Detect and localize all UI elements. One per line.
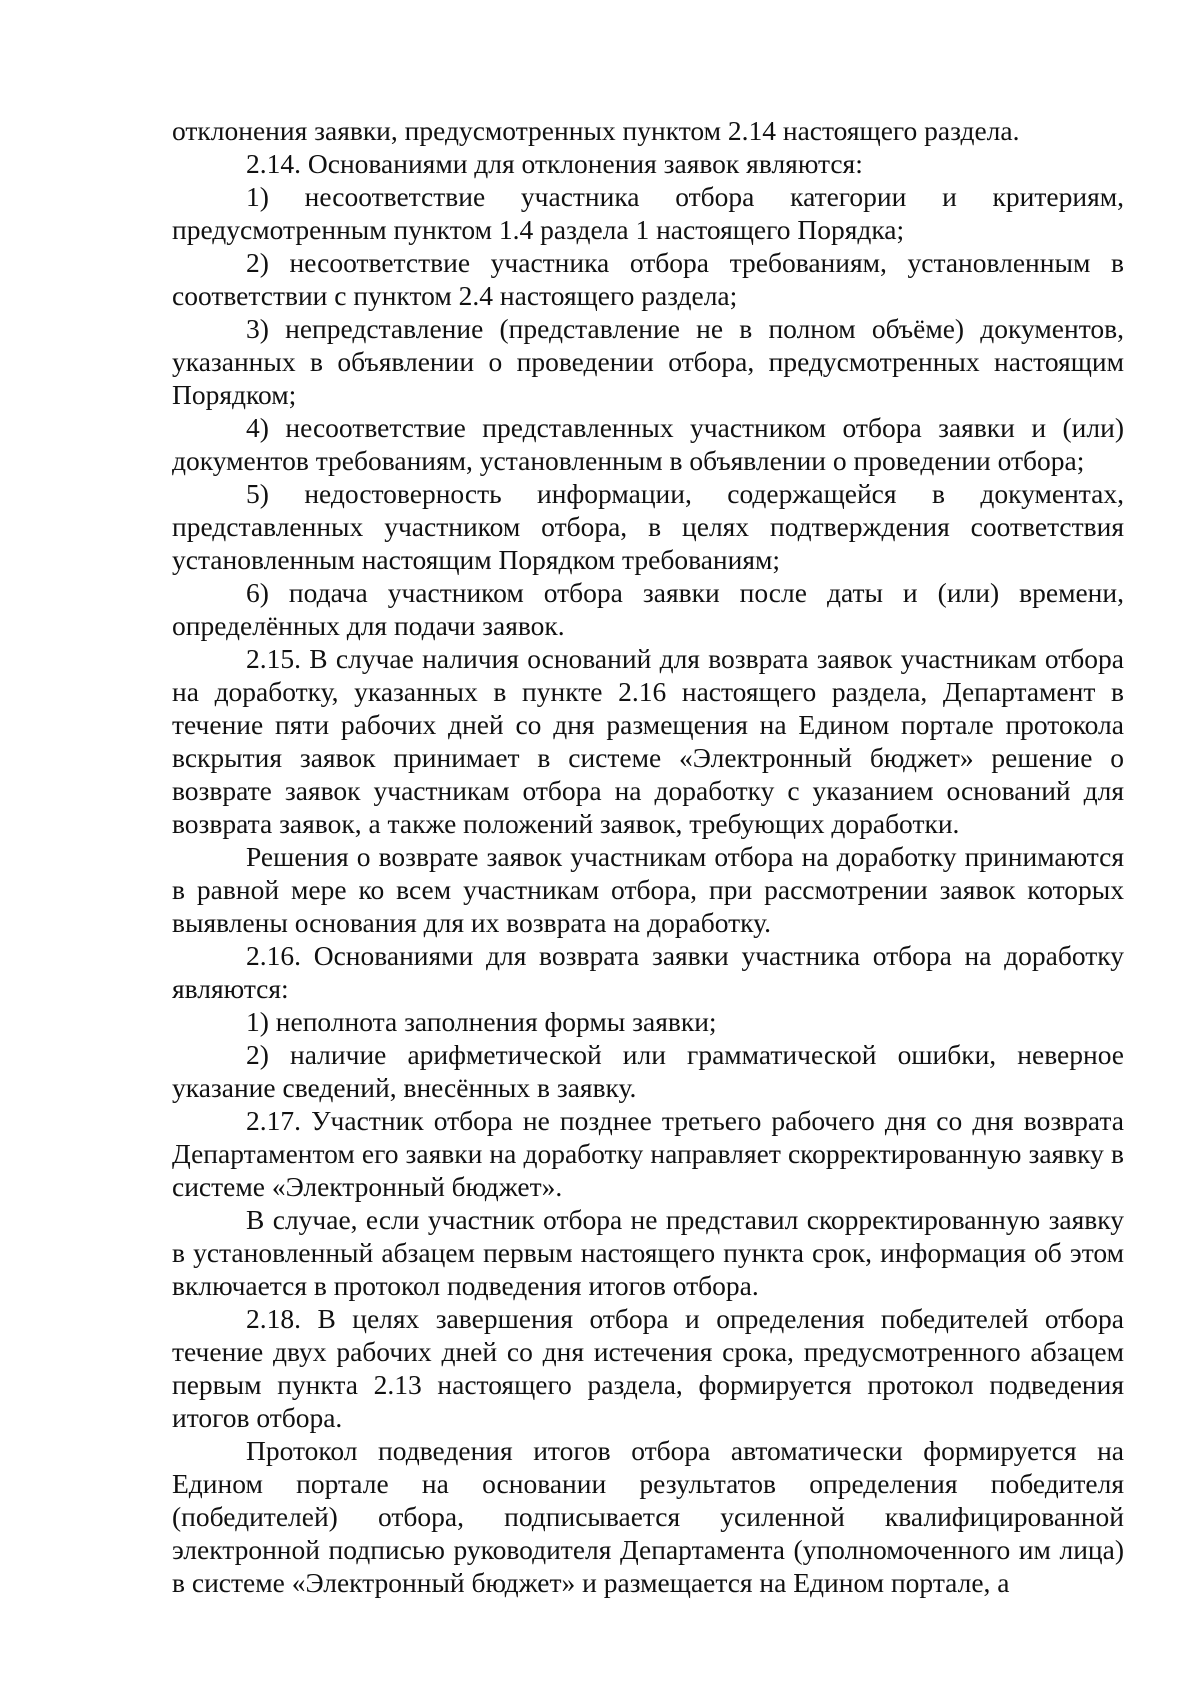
paragraph-2-17-case: В случае, если участник отбора не представил скорректированную заявку в установленный абзацем первым настоящего пункта срок, информация об этом включается в протокол подведения итогов отбора. — [172, 1204, 1124, 1301]
paragraph-continuation: отклонения заявки, предусмотренных пунктом 2.14 настоящего раздела. — [172, 115, 1020, 146]
paragraph-2-16-item-1: 1) неполнота заполнения формы заявки; — [246, 1006, 717, 1037]
document-body — [172, 114, 1124, 1599]
paragraph-2-16-heading: 2.16. Основаниями для возврата заявки участника отбора на доработку являются: — [172, 940, 1124, 1004]
paragraph-2-14-item-3: 3) непредставление (представление не в полном объёме) документов, указанных в объявлении о проведении отбора, предусмотренных настоящим Порядком; — [172, 313, 1124, 410]
paragraph-2-16-item-2: 2) наличие арифметической или грамматической ошибки, неверное указание сведений, внесённых в заявку. — [172, 1039, 1124, 1103]
paragraph-2-14-heading: 2.14. Основаниями для отклонения заявок являются: — [246, 148, 863, 179]
paragraph-2-18: 2.18. В целях завершения отбора и определения победителей отбора течение двух рабочих дней со дня истечения срока, предусмотренного абзацем первым пункта 2.13 настоящего раздела, формируется протокол подведения итогов отбора. — [172, 1303, 1124, 1433]
paragraph-2-14-item-6: 6) подача участником отбора заявки после даты и (или) времени, определённых для подачи заявок. — [172, 577, 1124, 641]
paragraph-2-14-item-5: 5) недостоверность информации, содержащейся в документах, представленных участником отбора, в целях подтверждения соответствия установленным настоящим Порядком требованиям; — [172, 478, 1124, 575]
paragraph-2-14-item-1: 1) несоответствие участника отбора категории и критериям, предусмотренным пунктом 1.4 раздела 1 настоящего Порядка; — [172, 181, 1124, 245]
paragraph-2-17: 2.17. Участник отбора не позднее третьего рабочего дня со дня возврата Департаментом его заявки на доработку направляет скорректированную заявку в системе «Электронный бюджет». — [172, 1105, 1124, 1202]
paragraph-2-15: 2.15. В случае наличия оснований для возврата заявок участникам отбора на доработку, указанных в пункте 2.16 настоящего раздела, Департамент в течение пяти рабочих дней со дня размещения на Едином портале протокола вскрытия заявок принимает в системе «Электронный бюджет» решение о возврате заявок участникам отбора на доработку с указанием оснований для возврата заявок, а также положений заявок, требующих доработки. — [172, 643, 1124, 839]
paragraph-2-14-item-2: 2) несоответствие участника отбора требованиям, установленным в соответствии с пунктом 2.4 настоящего раздела; — [172, 247, 1124, 311]
paragraph-2-18-protocol: Протокол подведения итогов отбора автоматически формируется на Едином портале на основании результатов определения победителя (победителей) отбора, подписывается усиленной квалифицированной электронной подписью руководителя Департамента (уполномоченного им лица) в системе «Электронный бюджет» и размещается на Едином портале, а — [172, 1435, 1124, 1598]
paragraph-2-15-decisions: Решения о возврате заявок участникам отбора на доработку принимаются в равной мере ко всем участникам отбора, при рассмотрении заявок которых выявлены основания для их возврата на доработку. — [172, 841, 1124, 938]
paragraph-2-14-item-4: 4) несоответствие представленных участником отбора заявки и (или) документов требованиям, установленным в объявлении о проведении отбора; — [172, 412, 1124, 476]
